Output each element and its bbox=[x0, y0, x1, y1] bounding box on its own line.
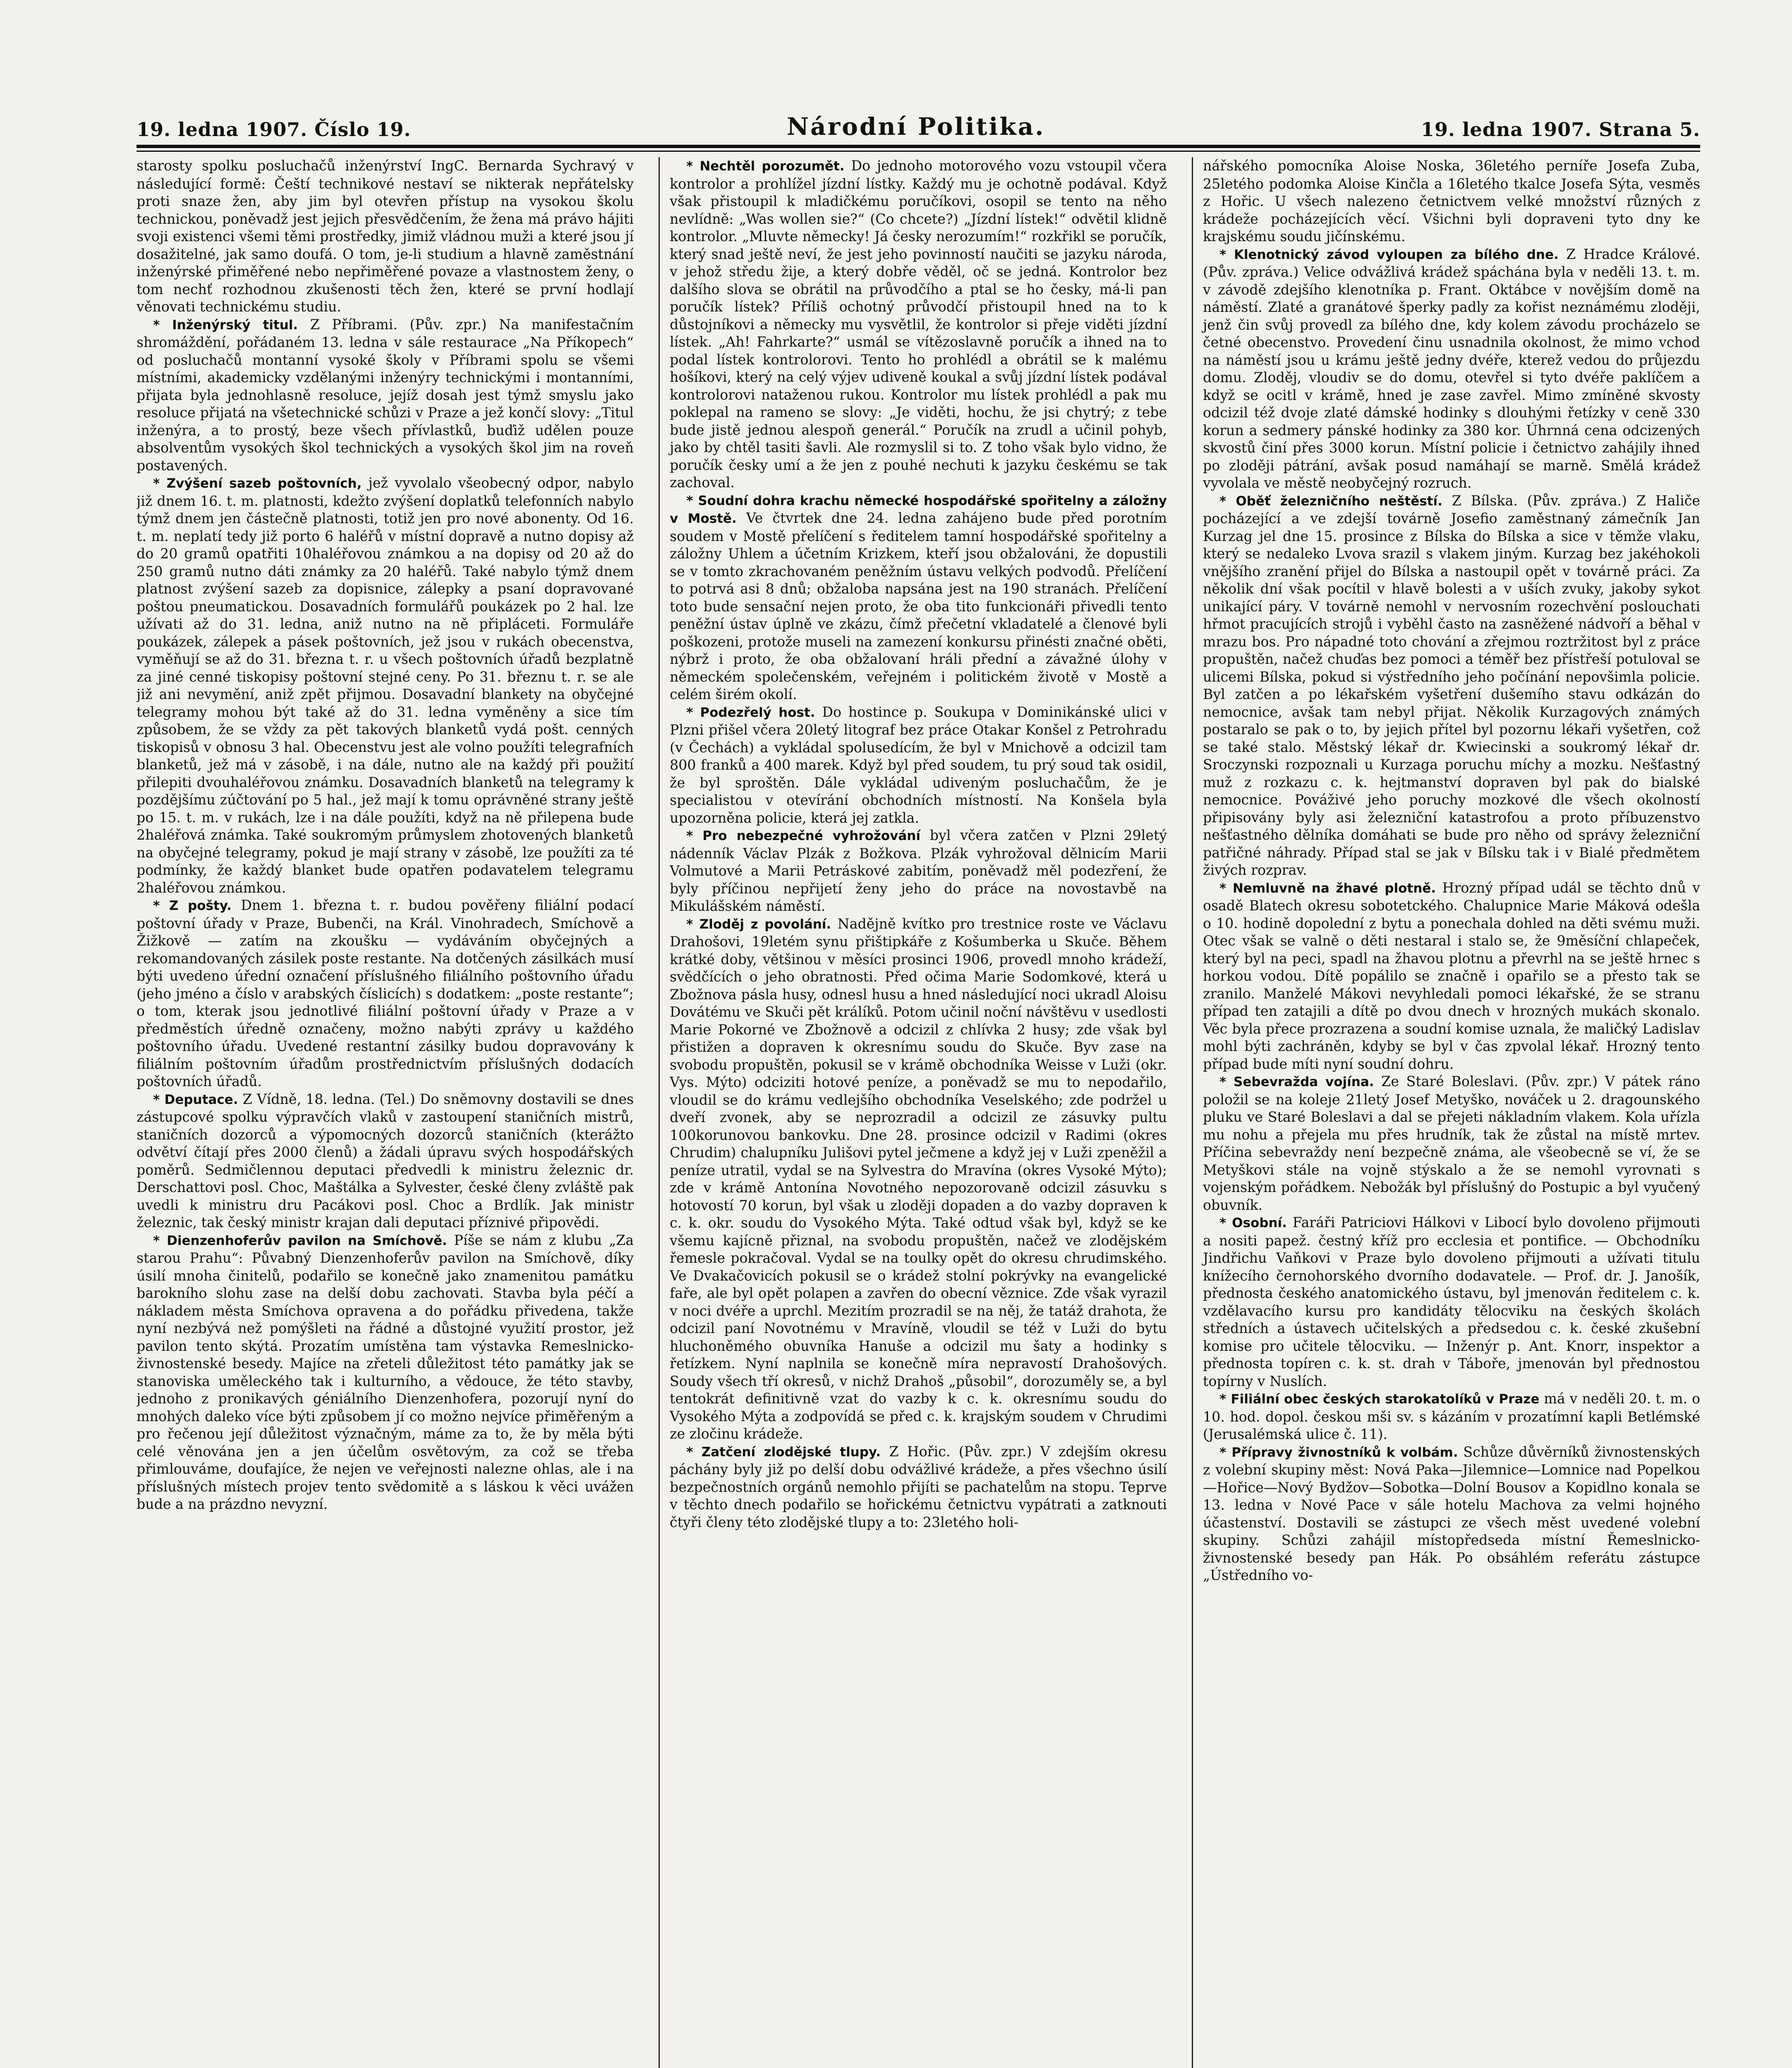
column-3 bbox=[1192, 157, 1700, 2068]
article-text: Z Příbrami. (Pův. zpr.) Na manifestačním shromáždění, pořádaném 13. ledna v sále restaurace „Na Příkopech“ od posluchačů montanní vysoké školy v Příbrami spolu se všemi místními, akademicky vzdělanými inženýry technickými i montanními, přijata byla jednohlasně resoluce, jejíž dosah jest týmž smyslu jako resoluce přijatá na všetechnické schůzi v Praze a jež končí slovy: „Titul inženýra, a to prostý, beze všech přívlastků, buďiž udělen pouze absolventům vysokých škol technických a vysokých škol jim na roveň postavených. bbox=[137, 316, 634, 474]
article-heading: * Inženýrský titul. bbox=[153, 317, 298, 333]
article-text: Z Vídně, 18. ledna. (Tel.) Do sněmovny dostavili se dnes zástupcové spolku výpravčích vlaků v zastoupení staničních mistrů, staničních dozorců a výpomocných dozorců staničních (kterážto odvětví čítají přes 2000 členů) a žádali úpravu svých hospodářských poměrů. Sedmičlennou deputaci předvedli k ministru železnic dr. Derschattovi posl. Choc, Maštálka a Sylvester, české členy zvláště pak uvedli k ministru dru Pacákovi posl. Choc a Brdlík. Jak ministr železnic, tak český ministr krajan dali deputaci příznivé připovědi. bbox=[137, 1091, 634, 1230]
article-heading: * Nemluvně na žhavé plotně. bbox=[1219, 881, 1436, 896]
article-text: má v neděli 20. t. m. o 10. hod. dopol. českou mši sv. s kázáním v prozatímní kapli Betlémské (Jerusalémská ulice č. 11). bbox=[1203, 1391, 1700, 1442]
article-paragraph bbox=[1203, 492, 1700, 879]
article-paragraph bbox=[137, 157, 634, 316]
article-paragraph bbox=[137, 1091, 634, 1232]
article-text: Ve čtvrtek dne 24. ledna zahájeno bude před porotním soudem v Mostě přelíčení s ředitelem tamní hospodářské spořitelny a záložny Uhlem a účetním Krizkem, kteří jsou obžalováni, že dopustili se v tomto zkrachovaném peněžním ústavu velkých podvodů. Přelíčení to potrvá asi 8 dnů; obžaloba napsána jest na 190 stranách. Přelíčení toto bude sensační nejen proto, že oba tito funkcionáři přivedli tento peněžní ústav úplně ve zkázu, čímž přečetní vkladatelé a členové byli poškozeni, protože museli na zamezení konkursu přinésti značné oběti, nýbrž i proto, že oba obžalovaní hráli přední a závažné úlohy v německém společenském, veřejném i politickém životě v Mostě a celém širém okolí. bbox=[670, 510, 1167, 702]
article-heading: * Deputace. bbox=[153, 1092, 238, 1107]
article-text: Z Hořic. (Pův. zpr.) V zdejším okresu páchány byly již po delší dobu odvážlivé krádeže, a přes všechno úsilí bezpečnostních orgánů nemohlo přijíti se pachatelům na stopu. Teprve v těchto dnech podařilo se hořickému četnictvu vypátrati a zatknouti čtyři členy této zlodějské tlupy a to: 23letého holi- bbox=[670, 1443, 1167, 1530]
article-paragraph bbox=[137, 474, 634, 897]
article-paragraph bbox=[137, 316, 634, 475]
article-paragraph bbox=[670, 1443, 1167, 1532]
newspaper-title: Národní Politika. bbox=[786, 112, 1045, 141]
article-text: Hrozný případ udál se těchto dnů v osadě Blatech okresu sobotetckého. Chalupnice Marie Máková odešla o 10. hodině dopolední z bytu a ponechala dohled na děti svému muži. Otec však se valně o děti nestaral i stalo se, že 9měsíční chlapeček, který byl na peci, spadl na žhavou plotnu a převrhl na se ještě hrnec s horkou vodou. Dítě popálilo se značně i opařilo se a přesto tak se zranilo. Manželé Mákovi nevyhledali pomoci lékařské, že se stranu případ ten zatajili a dítě po dvou dnech v hrozných mukách skonalo. Věc byla přece prozrazena a soudní komise uznala, že maličký Ladislav mohl býti zachráněn, kdyby se byl v čas zpvolal lékař. Hrozný tento případ bude míti nyní soudní dohru. bbox=[1203, 879, 1700, 1072]
newspaper-page bbox=[137, 103, 1700, 2068]
article-columns bbox=[137, 157, 1700, 2068]
header-right: 19. ledna 1907. Strana 5. bbox=[1421, 118, 1700, 141]
article-paragraph bbox=[1203, 1443, 1700, 1585]
article-text: nářského pomocníka Aloise Noska, 36letého perníře Josefa Zuba, 25letého podomka Aloise Kinčla a 16letého tkalce Josefa Sýta, vesměs z Hořic. U všech nalezeno četnictvem velké množství různých z krádeže pocházejících věcí. Všichni byli dopraveni tyto dny ke krajskému soudu jičínskému. bbox=[1203, 158, 1700, 244]
article-heading: * Nechtěl porozumět. bbox=[686, 159, 845, 174]
article-text: Do jednoho motorového vozu vstoupil včera kontrolor a prohlížel jízdní lístky. Každý mu je ochotně podával. Když však přistoupil k mladičkému poručíkovi, osopil se tento na něho nevlídně: „Was wollen sie?“ (Co chcete?) „Jízdní lístek!“ odvětil klidně kontrolor. „Mluvte německy! Já česky nerozumím!“ rozkřikl se poručík, který snad ještě neví, že jest jeho povinností naučiti se jazyku národa, v jehož středu žije, a který dobře věděl, oč se jedná. Kontrolor bez dalšího slova se obrátil na průvodčího a ptal se ho česky, má-li pan poručík lístek? Příliš ochotný průvodčí přistoupil hned na to k důstojníkovi a německy mu vysvětlil, že kontrolor si přeje viděti jízdní lístek. „Ah! Fahrkarte?“ usmál se vítězoslavně poručík a ihned na to podal lístek kontrolorovi. Tento ho prohlédl a obrátil se k malému hošíkovi, který na celý výjev udiveně koukal a svůj jízdní lístek podával kontrolorovi nataženou rukou. Kontrolor mu lístek prohlédl a pak mu poklepal na rameno se slovy: „Je viděti, hochu, že jsi chytrý; z tebe bude jistě jednou alespoň generál.“ Poručík na zrudl a učinil pohyb, jako by chtěl tasiti šavli. Ale rozmyslil si to. Z toho však bylo vidno, že poručík česky umí a že jen z pouhé nechuti k jazyku českému se tak zachoval. bbox=[670, 158, 1167, 491]
article-heading: * Přípravy živnostníků k volbám. bbox=[1219, 1445, 1458, 1460]
article-heading: * Filiální obec českých starokatolíků v Praze bbox=[1219, 1392, 1540, 1407]
article-paragraph bbox=[137, 1232, 634, 1513]
article-heading: * Pro nebezpečné vyhrožování bbox=[686, 828, 920, 843]
article-heading: * Soudní dohra krachu německé hospodářské spořitelny a záložny v Mostě. bbox=[670, 493, 1167, 526]
article-paragraph bbox=[1203, 1073, 1700, 1214]
article-text: jež vyvolalo všeobecný odpor, nabylo již dnem 16. t. m. platnosti, kdežto zvýšení doplatků telefonních nabylo týmž dnem jen částečně platnosti, totiž jen pro nové abonenty. Od 16. t. m. neplatí tedy již porto 6 haléřů v místní dopravě a nutno dopisy až do 20 gramů opatřiti 10haléřovou známkou a na dopisy od 20 až do 250 gramů nutno dáti známky za 20 haléřů. Také nabylo týmž dnem platnost zvýšení sazeb za dopisnice, zálepky a psaní dopravované poštou pneumatickou. Dosavadních formulářů poukázek po 2 hal. lze užívati až do 31. ledna, aniž nutno na ně připláceti. Formuláře poukázek, zálepek a pásek poštovních, jež jsou v rukách obecenstva, vyměňují se až do 31. března t. r. u všech poštovních úřadů bezplatně za jiné cenné tiskopisy poštovní stejné ceny. Po 31. březnu t. r. se ale již ani nevymění, aniž zpět přijmou. Dosavadní blankety na obyčejné telegramy mohou být také až do 31. ledna vyměněny a sice tím způsobem, že se vždy za pět takových blanketů vydá pošt. cenných tiskopisů v obnosu 3 hal. Obecenstvu jest ale volno použíti telegrafních blanketů, jež má v zásobě, i na dále, nutno ale na každý při použití přilepiti dvouhaléřovou známku. Dosavadních blanketů na telegramy k pozdějšímu zúčtování po 5 hal., jež mají k tomu oprávněné strany ještě po 15. t. m. v rukách, lze i na dále použíti, když na ně přilepena bude 2haléřová známka. Také soukromým průmyslem zhotovených blanketů na obyčejné telegramy, pokud je mají strany v zásobě, lze použíti za té podmínky, že každý blanket bude opatřen podavatelem telegramu 2haléřovou známkou. bbox=[137, 475, 634, 896]
article-text: Schůze důvěrníků živnostenských z volební skupiny měst: Nová Paka—Jilemnice—Lomnice nad Popelkou—Hořice—Nový Bydžov—Sobotka—Dolní Bousov a Kopidlno konala se 13. ledna v Nové Pace v sále hotelu Machova za velmi hojného účastenství. Dostavili se zástupci ze všech měst uvedené volební skupiny. Schůzi zahájil místopředseda místní Řemeslnicko-živnostenské besedy pan Hák. Po obsáhlém referátu zástupce „Ústředního vo- bbox=[1203, 1443, 1700, 1583]
header-rule-thin bbox=[137, 151, 1700, 152]
article-heading: * Z pošty. bbox=[153, 898, 232, 913]
article-text: Nadějně kvítko pro trestnice roste ve Václavu Drahošovi, 19letém synu přištipkáře z Košumberka u Skuče. Během krátké doby, většinou v měsíci prosinci 1906, provedl mnoho krádeží, svědčících o jeho obratnosti. Před očima Marie Sodomkové, která u Zbožnova pásla husy, odnesl husu a hned následující noci ukradl Aloisu Dovátému ve Skuči pět králíků. Potom učinil noční návštěvu v usedlosti Marie Pokorné ve Zbožnově a odcizil z chlívka 2 husy; zde však byl přistižen a dopraven k okresnímu soudu do Skuče. Byv zase na svobodu propuštěn, pokusil se v krámě obchodníka Weisse v Luži (okr. Vys. Mýto) odciziti hotové peníze, a poněvadž se mu to nepodařilo, vloudil se do krámu vedlejšího obchodníka Veselského; zde podržel u dveří zvonek, aby se neprozradil a odcizil ze zásuvky pultu 100korunovou bankovku. Dne 28. prosince odcizil v Radimi (okres Chrudim) chalupníku Julišovi pytel ječmene a když jej v Luži zpeněžil a peníze utratil, vydal se na Sylvestra do Mravína (okres Vysoké Mýto); zde v krámě Antonína Novotného nepozorovaně odcizil zásuvku s hotovostí 70 korun, byl však u zloději dopaden a do vazby dopraven k c. k. okr. soudu do Vysokého Mýta. Také odtud však byl, když se ke všemu kajícně přiznal, na svobodu propuštěn, načež ve zlodějském řemesle pokračoval. Vydal se na toulky opět do okresu chrudimského. Ve Dvakačovicích pokusil se o krádež stolní pokrývky na evangelické faře, ale byl opět polapen a zavřen do obecní věznice. Zde však vyrazil v noci dvéře a uprchl. Mezitím prozradil se na něj, že tatáž drahota, že odcizil paní Novotnému v Mravíně, vloudil se též v Luži do bytu hluchoněmého obuvníka Hanuše a odcizil mu šaty a hodinky s řetízkem. Nyní naplnila se konečně míra nepravostí Drahošových. Soudy všech tří okresů, v nichž Drahoš „působil“, dorozuměly se, a byl tentokrát definitivně vzat do vazby k c. k. okresnímu soudu do Vysokého Mýta a zodpovídá se před c. k. krajským soudem v Chrudimi ze zločinu krádeže. bbox=[670, 915, 1167, 1442]
article-text: starosty spolku posluchačů inženýrství IngC. Bernarda Sychravý v následující formě: Čeští technikové nestaví se nikterak nepřátelsky proti snaze žen, aby jim byl otevřen přístup na vysokou školu technickou, poněvadž jest jejich přesvědčením, že žena má právo hájiti svoji existenci všemi těmi prostředky, jimiž vládnou muži a které jsou jí dosažitelné, jak samo doufá. O tom, je-li studium a hlavně zaměstnání inženýrské přiměřené nebo nepřiměřené povaze a vlastnostem ženy, o tom nechť rozhodnou zkušenosti těch žen, které se první hodlají věnovati technickému studiu. bbox=[137, 158, 634, 315]
article-text: Ze Staré Boleslavi. (Pův. zpr.) V pátek ráno položil se na koleje 21letý Josef Metyško, nováček u 2. dragounského pluku ve Staré Boleslavi a dal se přejeti nákladním vlakem. Kola uřízla mu nohu a přejela mu přes hrudník, tak že zůstal na místě mrtev. Příčina sebevraždy není bezpečně známa, ale všeobecně se ví, že se Metyškovi stále na vojně stýskalo a že se nemohl vyrovnati s vojenským pořádkem. Nebožák byl příslušný do Postupic a byl vyučený obuvník. bbox=[1203, 1073, 1700, 1213]
article-heading: * Oběť železničního neštěstí. bbox=[1219, 493, 1442, 509]
column-2 bbox=[659, 157, 1167, 2068]
article-heading: * Klenotnický závod vyloupen za bílého dne. bbox=[1219, 247, 1559, 262]
article-paragraph bbox=[670, 157, 1167, 492]
article-paragraph bbox=[137, 897, 634, 1091]
article-text: Dnem 1. března t. r. budou pověřeny filiální podací poštovní úřady v Praze, Bubenči, na Král. Vinohradech, Smíchově a Žižkově — zatím na zkoušku — vydáváním obyčejných a rekomandovaných zásilek poste restante. Na dotčených zásilkách musí býti uvedeno úřední označení příslušného filiálního poštovního úřadu (jeho jméno a číslo v arabských číslicích) s dodatkem: „poste restante“; o tom, kterak jsou jednotlivé filiální poštovní úřady v Praze a v předměstích úředně označeny, možno nabýti zprávy u každého poštovního úřadu. Uvedené restantní zásilky budou dopravovány k filiálním poštovním úřadům prostřednictvím příslušných dodacích poštovních úřadů. bbox=[137, 897, 634, 1089]
article-paragraph bbox=[670, 915, 1167, 1443]
article-paragraph bbox=[1203, 246, 1700, 492]
article-heading: * Zloděj z povolání. bbox=[686, 917, 831, 932]
article-text: Do hostince p. Soukupa v Dominikánské ulici v Plzni přišel včera 20letý litograf bez práce Otakar Konšel z Petrohradu (v Čechách) a vykládal spolusedícím, že byl v Mnichově a odcizil tam 800 franků a 400 marek. Když byl před soudem, tu prý soud tak osidil, že byl sproštěn. Dále vykládal udiveným posluchačům, že je specialistou v otevírání obchodních místností. Na Konšela byla upozorněna policie, která jej zatkla. bbox=[670, 704, 1167, 826]
column-1 bbox=[137, 157, 634, 2068]
article-paragraph bbox=[1203, 1390, 1700, 1443]
article-text: byl včera zatčen v Plzni 29letý nádenník Václav Plzák z Božkova. Plzák vyhrožoval dělnicím Marii Volmutové a Marii Petráskové zabitím, poněvadž měl podezření, že byly příčinou nepřijetí ženy jeho do práce na novostavbě na Mikulášském náměstí. bbox=[670, 827, 1167, 914]
article-text: Z Bílska. (Pův. zpráva.) Z Haliče pocházející a ve zdejší továrně Josefio zaměstnaný zámečník Jan Kurzag jel dne 15. prosince z Bílska do Bílska a sice v těmže vlaku, který se nedaleko Lvova srazil s vlakem jiným. Kurzag bez jakéhokoli vnějšího zranění přijel do Bílska a nastoupil opět v továrně práci. Za několik dní však pocítil v hlavě bolesti a v uších zvuky, jakoby sykot unikající páry. V továrně nemohl v nervosním rozechvění poslouchati hřmot pracujících strojů i vyběhl často na zasněžené nádvoří a běhal v mrazu bos. Pro nápadné toto chování a zřejmou roztržitost byl z práce propuštěn, načež chuďas bez pomoci a téměř bez přístřeší potuloval se ulicemi Bílska, pokud si výstředního jeho počínání nepovšimla policie. Byl zatčen a po lékařském vyšetření dušemího stavu odkázán do nemocnice, avšak tam nebyl přijat. Několik Kurzagových známých postaralo se pak o to, by jejich přítel byl pozornu lékaři vyšetřen, což se také stalo. Městský lékař dr. Kwiecinski a soukromý lékař dr. Sroczynski rozpoznali u Kurzaga poruchu míchy a mozku. Nešťastný muž z rozkazu c. k. hejtmanství dopraven byl pak do bialské nemocnice. Pováživé jeho poruchy mozkové dle všech okolností připisovány byly asi železniční katastrofou a proto příbuzenstvo nešťastného dělníka domáhati se bude pro něho od správy železniční patřičné náhrady. Případ stal se jak v Bílsku tak i v Bialé předmětem živých rozprav. bbox=[1203, 492, 1700, 878]
article-paragraph bbox=[670, 827, 1167, 915]
header-rule bbox=[137, 145, 1700, 148]
masthead bbox=[137, 103, 1700, 141]
article-heading: * Podezřelý host. bbox=[686, 705, 815, 720]
article-text: Píše se nám z klubu „Za starou Prahu“: Půvabný Dienzenhoferův pavilon na Smíchově, díky úsilí mnoha činitelů, podařilo se konečně jako znamenitou památku barokního slohu zase na delší dobu zachovati. Stavba byla péčí a nákladem města Smíchova opravena a do pořádku přivedena, takže nyní nezbývá než pomýšleti na řádné a důstojné využití prostor, jež pavilon tento skýtá. Prozatím umístěna tam výstavka Remeslnicko-živnostenské besedy. Majíce na zřeteli důležitost této památky jak se stanoviska uměleckého tak i kulturního, a vědouce, že této stavby, jednoho z pronikavých géniálního Dienzenhofera, pozorují nyní do mnohých daleko více býti způsobem jí co možno nejvíce přiměřeným a pro řečenou její důležitost význačným, máme za to, že by měla býti celé věnována jen a jen účelům osvětovým, za což se třeba přimlouváme, doufajíce, že nejen ve veřejnosti nalezne ohlas, ale i na příslušných místech projev tento svědomitě a s láskou k věci uvážen bude a na prázdno nevyzní. bbox=[137, 1232, 634, 1512]
article-text: Faráři Patriciovi Hálkovi v Libocí bylo dovoleno přijmouti a nositi papež. čestný kříž pro ecclesia et pontifice. — Obchodníku Jindřichu Vaňkovi v Praze bylo dovoleno přijmouti a užívati titulu knížecího černohorského dvorního dodavatele. — Prof. dr. J. Janošík, přednosta českého anatomického ústavu, byl jmenován ředitelem c. k. vzdělavacího kursu pro kandidáty tělocviku na českých školách středních a ústavech učitelských a předsedou c. k. české zkušební komise pro učitele tělocviku. — Inženýr p. Ant. Knorr, inspektor a přednosta topíren c. k. st. drah v Táboře, jmenován byl přednostou topírny v Nuslích. bbox=[1203, 1214, 1700, 1389]
article-text: Z Hradce Králové. (Pův. zpráva.) Velice odvážlivá krádež spáchána byla v neděli 13. t. m. v závodě zdejšího klenotníka p. Frant. Oktábce v novějším domě na náměstí. Zlaté a granátové šperky padly za kořist neznámému zloději, jenž čin svůj provedl za bílého dne, kdy kolem závodu procházelo se četné obecenstvo. Provedení činu usnadnila okolnost, že mimo vchod na náměstí jsou u krámu ještě jedny dvéře, kterež vedou do průjezdu domu. Zloděj, vloudiv se do domu, otevřel si tyto dvéře paklíčem a když se ocitl v krámě, hned je zase zavřel. Mimo zmíněné skvosty odcizil též dvoje zlaté dámské hodinky s dlouhými řetízky v ceně 330 korun a sedmery pánské hodinky za 380 kor. Úhrnná cena odcizených skvostů činí přes 3000 korun. Místní policie i četnictvo zahájily ihned po zloději pátrání, avšak posud namáhají se marně. Smělá krádež vyvolala ve městě neobyčejný rozruch. bbox=[1203, 246, 1700, 491]
article-paragraph bbox=[670, 704, 1167, 827]
article-heading: * Zatčení zlodějské tlupy. bbox=[686, 1444, 881, 1460]
article-paragraph bbox=[1203, 879, 1700, 1073]
header-left: 19. ledna 1907. Číslo 19. bbox=[137, 118, 411, 141]
article-paragraph bbox=[670, 492, 1167, 704]
article-heading: * Zvýšení sazeb poštovních, bbox=[153, 476, 362, 491]
article-heading: * Dienzenhoferův pavilon na Smíchově. bbox=[153, 1233, 447, 1248]
article-heading: * Sebevražda vojína. bbox=[1219, 1075, 1374, 1089]
article-paragraph bbox=[1203, 1214, 1700, 1390]
article-heading: * Osobní. bbox=[1219, 1216, 1287, 1230]
article-paragraph bbox=[1203, 157, 1700, 246]
